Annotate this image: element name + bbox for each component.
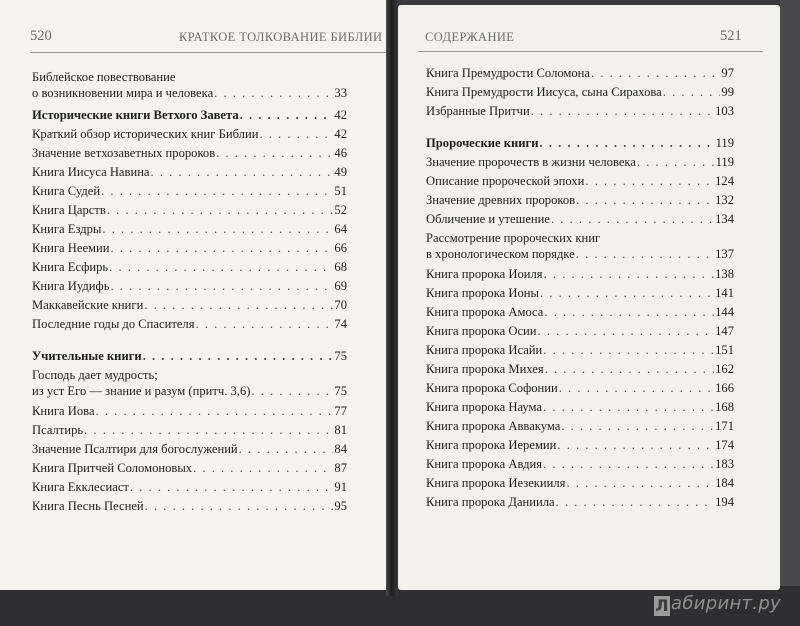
toc-entry-page: 70 bbox=[334, 298, 347, 312]
toc-entry-title: Значение ветхозаветных пророков bbox=[32, 146, 216, 160]
toc-entry-title-line1: Господь дает мудрость; bbox=[32, 368, 158, 382]
toc-entry-page: 42 bbox=[334, 108, 347, 122]
toc-entry bbox=[32, 480, 347, 499]
dot-leader bbox=[557, 438, 714, 452]
dot-leader bbox=[240, 108, 334, 122]
left-header-rule bbox=[30, 52, 386, 53]
dot-leader bbox=[566, 476, 714, 490]
dot-leader bbox=[130, 480, 333, 494]
dot-leader bbox=[144, 298, 333, 312]
right-toc bbox=[426, 66, 734, 514]
right-page bbox=[398, 5, 780, 590]
toc-entry-title: Книга пророка Софонии bbox=[426, 381, 558, 395]
dot-leader bbox=[193, 461, 333, 475]
toc-entry bbox=[32, 203, 347, 222]
toc-entry bbox=[426, 476, 734, 495]
toc-entry-page: 162 bbox=[715, 362, 734, 376]
dot-leader bbox=[576, 193, 714, 207]
toc-entry bbox=[426, 193, 734, 212]
toc-entry bbox=[32, 298, 347, 317]
toc-entry-page: 68 bbox=[334, 260, 347, 274]
dot-leader bbox=[216, 146, 333, 160]
toc-entry-page: 134 bbox=[715, 212, 734, 226]
toc-entry bbox=[426, 381, 734, 400]
dot-leader bbox=[107, 203, 334, 217]
toc-entry-page: 84 bbox=[334, 442, 347, 456]
toc-entry-title: Книга Екклесиаст bbox=[32, 480, 129, 494]
left-page-number: 520 bbox=[30, 28, 52, 44]
toc-entry bbox=[426, 212, 734, 231]
toc-entry-page: 141 bbox=[715, 286, 734, 300]
toc-entry-title: Маккавейские книги bbox=[32, 298, 144, 312]
toc-entry bbox=[32, 461, 347, 480]
toc-entry bbox=[32, 146, 347, 165]
toc-entry-title: Значение древних пророков bbox=[426, 193, 576, 207]
book-gutter bbox=[386, 0, 398, 596]
toc-entry-title-line1: Рассмотрение пророческих книг bbox=[426, 231, 601, 245]
toc-entry-page: 147 bbox=[715, 324, 734, 338]
toc-entry-title: Книга Премудрости Иисуса, сына Сирахова bbox=[426, 85, 662, 99]
toc-entry-page: 91 bbox=[334, 480, 347, 494]
toc-entry bbox=[32, 127, 347, 146]
toc-entry-page: 75 bbox=[334, 384, 347, 398]
toc-entry-page: 132 bbox=[715, 193, 734, 207]
toc-entry-title: Книга Притчей Соломоновых bbox=[32, 461, 193, 475]
toc-entry-page: 119 bbox=[715, 155, 734, 169]
toc-entry-title: Книга Судей bbox=[32, 184, 101, 198]
toc-entry bbox=[426, 286, 734, 305]
toc-section-heading bbox=[426, 136, 734, 155]
toc-entry bbox=[32, 442, 347, 461]
toc-entry-title: Книга пророка Аввакума bbox=[426, 419, 561, 433]
toc-entry-title: о возникновении мира и человека bbox=[32, 86, 214, 100]
toc-entry bbox=[32, 184, 347, 203]
watermark-text: абиринт.ру bbox=[671, 593, 782, 614]
toc-entry-page: 137 bbox=[715, 247, 734, 261]
toc-entry-title: Краткий обзор исторических книг Библии bbox=[32, 127, 259, 141]
dot-leader bbox=[544, 267, 715, 281]
toc-entry bbox=[426, 438, 734, 457]
toc-section-heading bbox=[32, 108, 347, 127]
toc-entry bbox=[32, 317, 347, 336]
toc-entry-page: 151 bbox=[715, 343, 734, 357]
dot-leader bbox=[544, 305, 714, 319]
toc-entry-title: Книга пророка Иеремии bbox=[426, 438, 557, 452]
dot-leader bbox=[540, 136, 715, 150]
toc-entry-title: в хронологическом порядке bbox=[426, 247, 575, 261]
toc-entry bbox=[32, 279, 347, 298]
toc-entry-page: 138 bbox=[715, 267, 734, 281]
toc-entry-title: Книга пророка Авдия bbox=[426, 457, 543, 471]
toc-entry-title: Книга Ездры bbox=[32, 222, 102, 236]
toc-entry-title: Книга пророка Иезекииля bbox=[426, 476, 566, 490]
dot-leader bbox=[551, 212, 714, 226]
toc-entry bbox=[32, 499, 347, 518]
toc-entry-page: 119 bbox=[715, 136, 734, 150]
toc-entry-page: 51 bbox=[334, 184, 347, 198]
dot-leader bbox=[543, 343, 714, 357]
toc-entry-title: Значение пророчеств в жизни человека bbox=[426, 155, 636, 169]
dot-leader bbox=[545, 362, 714, 376]
dot-leader bbox=[110, 279, 333, 293]
toc-entry-title: Книга Иисуса Навина bbox=[32, 165, 150, 179]
toc-entry-title: Книга Есфирь bbox=[32, 260, 109, 274]
toc-entry-title: Обличение и утешение bbox=[426, 212, 550, 226]
toc-entry bbox=[32, 368, 347, 404]
toc-entry-page: 166 bbox=[715, 381, 734, 395]
toc-entry-page: 49 bbox=[334, 165, 347, 179]
toc-entry-title: Книга пророка Даниила bbox=[426, 495, 555, 509]
dot-leader bbox=[637, 155, 715, 169]
dot-leader bbox=[102, 222, 333, 236]
toc-entry-title: Книга пророка Иоиля bbox=[426, 267, 543, 281]
dot-leader bbox=[585, 174, 714, 188]
toc-entry bbox=[426, 343, 734, 362]
toc-entry-page: 99 bbox=[721, 85, 734, 99]
toc-entry bbox=[426, 104, 734, 123]
left-toc bbox=[32, 70, 347, 518]
toc-entry-page: 46 bbox=[334, 146, 347, 160]
dot-leader bbox=[559, 381, 714, 395]
toc-entry-page: 81 bbox=[334, 423, 347, 437]
toc-entry bbox=[32, 241, 347, 260]
toc-entry bbox=[32, 70, 347, 108]
toc-entry-title: Книга пророка Наума bbox=[426, 400, 543, 414]
toc-entry bbox=[426, 267, 734, 286]
toc-entry-page: 103 bbox=[715, 104, 734, 118]
toc-entry-title: Книга пророка Исайи bbox=[426, 343, 543, 357]
left-running-header: КРАТКОЕ ТОЛКОВАНИЕ БИБЛИИ bbox=[179, 30, 383, 44]
toc-entry-title: Книга пророка Осии bbox=[426, 324, 537, 338]
toc-entry bbox=[426, 495, 734, 514]
toc-entry-page: 183 bbox=[715, 457, 734, 471]
dot-leader bbox=[151, 165, 334, 179]
toc-entry-title: Избранные Притчи bbox=[426, 104, 530, 118]
toc-entry-page: 194 bbox=[715, 495, 734, 509]
dot-leader bbox=[543, 457, 714, 471]
toc-entry bbox=[426, 66, 734, 85]
toc-entry-title: Значение Псалтири для богослужений bbox=[32, 442, 238, 456]
toc-entry-title: Книга пророка Михея bbox=[426, 362, 544, 376]
toc-entry-page: 64 bbox=[334, 222, 347, 236]
dot-leader bbox=[591, 66, 720, 80]
toc-entry-page: 171 bbox=[715, 419, 734, 433]
toc-entry-title-line1: Библейское повествование bbox=[32, 70, 176, 84]
left-page bbox=[0, 0, 386, 590]
dot-leader bbox=[143, 349, 334, 363]
section-gap bbox=[32, 336, 347, 349]
toc-entry-page: 33 bbox=[334, 86, 347, 100]
toc-entry-title: Книга Премудрости Соломона bbox=[426, 66, 591, 80]
toc-entry-page: 75 bbox=[334, 349, 347, 363]
toc-entry bbox=[32, 423, 347, 442]
toc-entry bbox=[426, 174, 734, 193]
toc-entry-page: 69 bbox=[334, 279, 347, 293]
toc-entry-page: 74 bbox=[334, 317, 347, 331]
dot-leader bbox=[561, 419, 714, 433]
dot-leader bbox=[663, 85, 721, 99]
toc-entry-title: из уст Его — знание и разум (притч. 3,6) bbox=[32, 384, 251, 398]
toc-entry-title: Книга Иудифь bbox=[32, 279, 110, 293]
toc-entry-page: 42 bbox=[334, 127, 347, 141]
toc-entry bbox=[32, 260, 347, 279]
toc-entry-page: 124 bbox=[715, 174, 734, 188]
right-header-rule bbox=[418, 51, 763, 52]
toc-entry-page: 87 bbox=[334, 461, 347, 475]
toc-entry-title: Книга пророка Ионы bbox=[426, 286, 539, 300]
toc-entry bbox=[426, 457, 734, 476]
toc-entry bbox=[426, 85, 734, 104]
dot-leader bbox=[540, 286, 714, 300]
dot-leader bbox=[96, 404, 334, 418]
toc-entry-page: 144 bbox=[715, 305, 734, 319]
toc-entry-title: Книга Царств bbox=[32, 203, 106, 217]
toc-entry-page: 66 bbox=[334, 241, 347, 255]
toc-entry-page: 184 bbox=[715, 476, 734, 490]
dot-leader bbox=[538, 324, 715, 338]
dot-leader bbox=[259, 127, 333, 141]
section-gap bbox=[426, 123, 734, 136]
toc-entry bbox=[426, 400, 734, 419]
toc-entry-page: 174 bbox=[715, 438, 734, 452]
dot-leader bbox=[543, 400, 714, 414]
toc-entry-page: 52 bbox=[334, 203, 347, 217]
toc-entry-page: 168 bbox=[715, 400, 734, 414]
toc-entry-page: 77 bbox=[334, 404, 347, 418]
dot-leader bbox=[111, 241, 334, 255]
toc-entry-title: Книга Иова bbox=[32, 404, 95, 418]
toc-entry bbox=[32, 165, 347, 184]
labirint-watermark bbox=[654, 593, 781, 616]
dot-leader bbox=[109, 260, 333, 274]
toc-entry bbox=[426, 419, 734, 438]
dot-leader bbox=[239, 442, 334, 456]
toc-entry-title: Описание пророческой эпохи bbox=[426, 174, 585, 188]
toc-entry bbox=[426, 305, 734, 324]
dot-leader bbox=[196, 317, 334, 331]
toc-entry bbox=[426, 324, 734, 343]
toc-entry bbox=[32, 222, 347, 241]
dot-leader bbox=[145, 499, 334, 513]
toc-entry-page: 95 bbox=[334, 499, 347, 513]
toc-entry-page: 97 bbox=[721, 66, 734, 80]
right-running-header: СОДЕРЖАНИЕ bbox=[425, 30, 515, 44]
dot-leader bbox=[101, 184, 333, 198]
toc-entry-title: Книга Песнь Песней bbox=[32, 499, 144, 513]
toc-entry-title: Пророческие книги bbox=[426, 136, 539, 150]
toc-entry-title: Книга Неемии bbox=[32, 241, 110, 255]
toc-entry bbox=[32, 404, 347, 423]
dot-leader bbox=[84, 423, 333, 437]
dot-leader bbox=[576, 247, 714, 261]
toc-section-heading bbox=[32, 349, 347, 368]
right-page-number: 521 bbox=[720, 28, 742, 44]
labirint-logo-icon: Л bbox=[655, 596, 669, 615]
dot-leader bbox=[251, 384, 333, 398]
dot-leader bbox=[531, 104, 714, 118]
toc-entry-title: Последние годы до Спасителя bbox=[32, 317, 195, 331]
dot-leader bbox=[214, 86, 333, 100]
toc-entry bbox=[426, 155, 734, 174]
toc-entry-title: Учительные книги bbox=[32, 349, 142, 363]
toc-entry bbox=[426, 362, 734, 381]
toc-entry-title: Исторические книги Ветхого Завета bbox=[32, 108, 239, 122]
book-cover-edge-right bbox=[780, 0, 800, 586]
toc-entry-title: Псалтирь bbox=[32, 423, 84, 437]
dot-leader bbox=[556, 495, 714, 509]
toc-entry bbox=[426, 231, 734, 267]
toc-entry-title: Книга пророка Амоса bbox=[426, 305, 544, 319]
